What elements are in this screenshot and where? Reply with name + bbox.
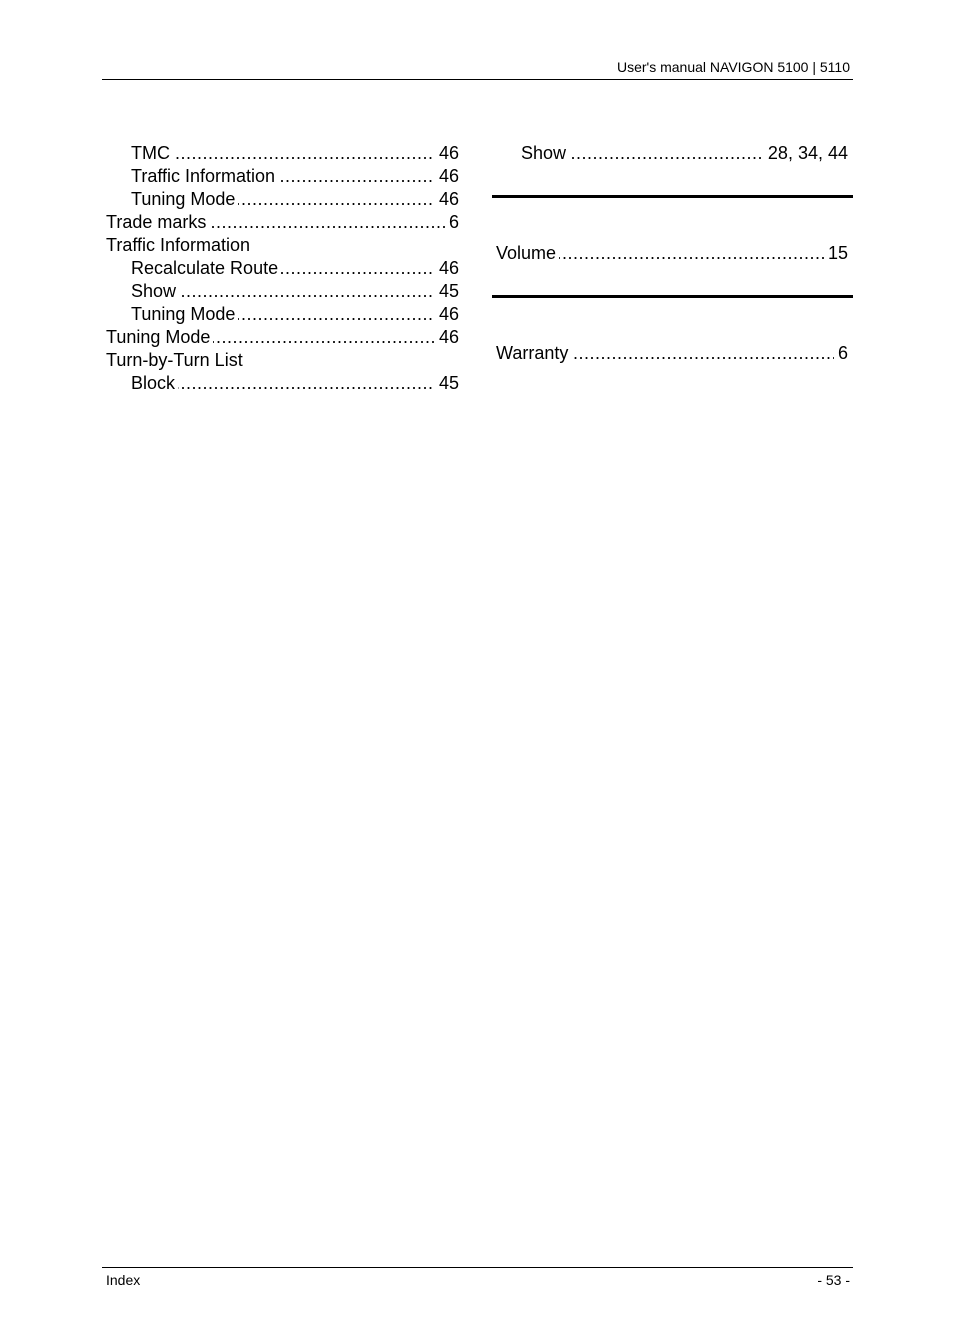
index-entry (131, 142, 459, 165)
index-entry (496, 242, 848, 265)
index-page: 46 (435, 303, 459, 326)
index-entry (131, 257, 459, 280)
index-term: Recalculate Route (131, 258, 281, 278)
index-entry (131, 165, 459, 188)
index-term: Volume (496, 243, 559, 263)
index-entry (106, 211, 459, 234)
index-page: 45 (435, 280, 459, 303)
index-term: Tuning Mode (106, 327, 213, 347)
index-term: Tuning Mode (131, 189, 238, 209)
index-entry (131, 303, 459, 326)
index-term: Warranty (496, 343, 571, 363)
page-footer (102, 1267, 853, 1292)
index-entry (106, 326, 459, 349)
index-term: Block (131, 373, 178, 393)
index-page: 46 (435, 326, 459, 349)
index-page: 28, 34, 44 (764, 142, 848, 165)
index-term: Show (521, 143, 569, 163)
index-page: 6 (445, 211, 459, 234)
index-term: Traffic Information (106, 235, 253, 255)
index-column-left (106, 142, 459, 395)
index-page: 46 (435, 165, 459, 188)
index-entry-heading (106, 349, 459, 372)
index-entry (496, 342, 848, 365)
index-term: Turn-by-Turn List (106, 350, 246, 370)
index-page: 6 (834, 342, 848, 365)
index-page: 46 (435, 188, 459, 211)
index-column-right (492, 142, 853, 365)
index-entry-heading (106, 234, 459, 257)
index-term: Show (131, 281, 179, 301)
index-term: Traffic Information (131, 166, 278, 186)
index-entry (131, 188, 459, 211)
page-header (102, 57, 853, 80)
index-term: Trade marks (106, 212, 209, 232)
header-title: User's manual NAVIGON 5100 | 5110 (616, 59, 850, 75)
index-term: TMC (131, 143, 173, 163)
index-page: 46 (435, 257, 459, 280)
index-term: Tuning Mode (131, 304, 238, 324)
index-page: 46 (435, 142, 459, 165)
index-entry (521, 142, 848, 165)
footer-section: Index (106, 1272, 141, 1288)
index-entry (131, 372, 459, 395)
index-entry (131, 280, 459, 303)
index-page: 15 (824, 242, 848, 265)
footer-page-number: - 53 - (817, 1272, 850, 1288)
index-page: 45 (435, 372, 459, 395)
